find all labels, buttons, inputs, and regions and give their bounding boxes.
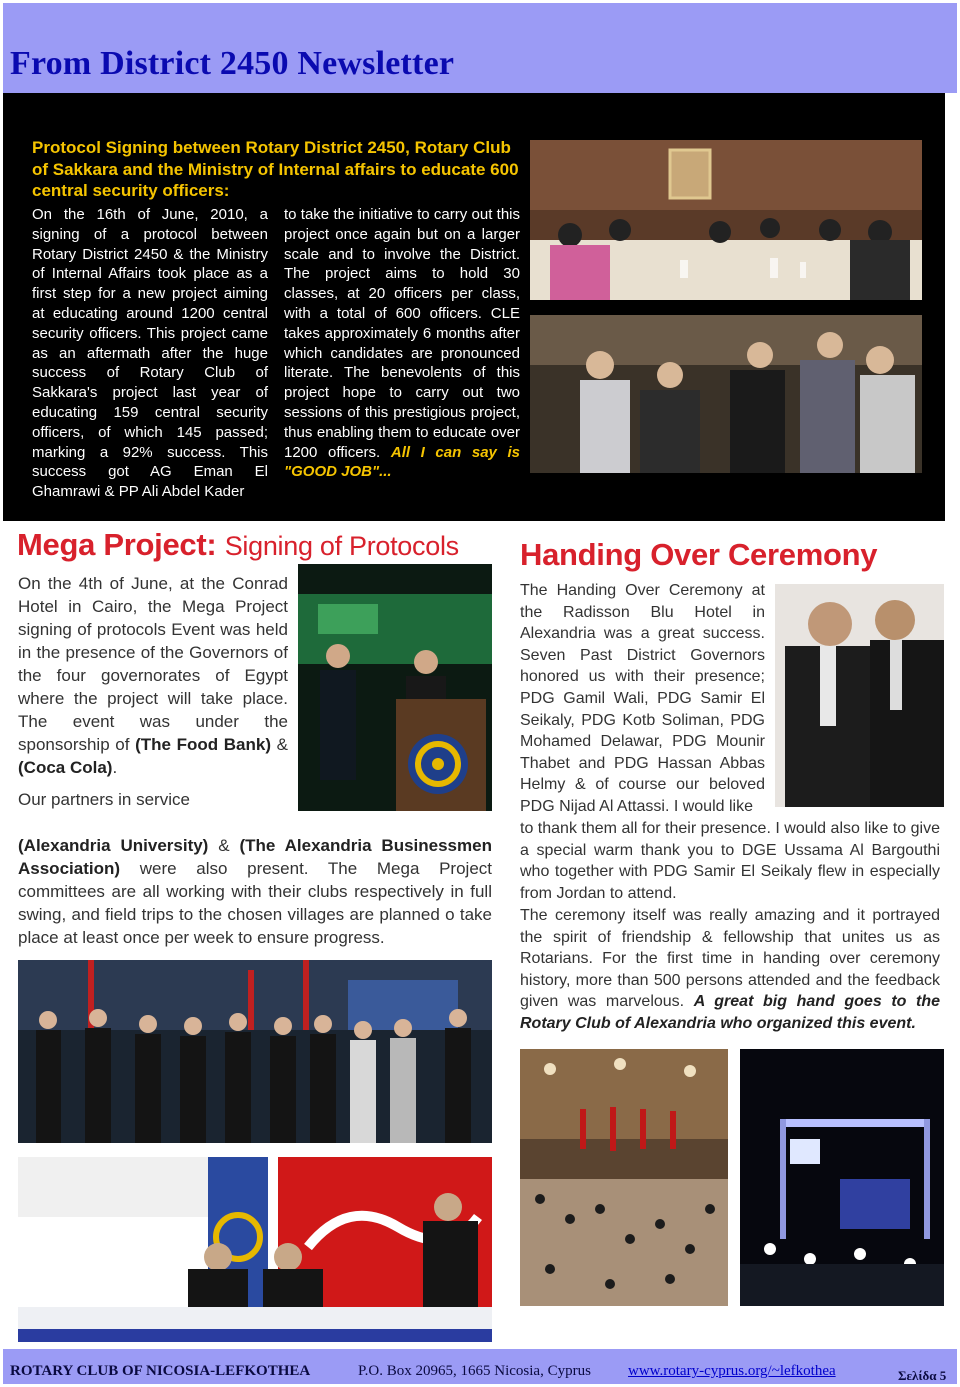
page-footer — [3, 1349, 957, 1384]
protocol-text-col2 — [284, 205, 520, 482]
handing-over-title: Handing Over Ceremony — [520, 537, 878, 572]
coca-cola-signing-photo — [18, 1157, 492, 1342]
partner-businessmen-association: (The Alexandria Businessmen Association) — [18, 836, 492, 878]
protocol-title: Protocol Signing between Rotary District 2450, Rotary Club of Sakkara and the Ministry of Internal affairs to educate 600 central security officers: — [32, 138, 519, 200]
outdoor-stage-photo — [740, 1049, 944, 1306]
newsletter-header — [3, 3, 957, 93]
governors-group-photo — [18, 960, 492, 1143]
conrad-podium-photo — [298, 564, 492, 811]
partner-alexandria-university: (Alexandria University) — [18, 836, 209, 855]
protocol-handshake-photo — [530, 315, 922, 473]
amp-2: & — [218, 836, 230, 855]
period-1: . — [112, 758, 118, 777]
mega-paragraph-1 — [18, 572, 288, 779]
sponsor-food-bank: (The Food Bank) — [135, 735, 271, 754]
mega-paragraph-2 — [18, 834, 492, 949]
amp-1: & — [276, 735, 288, 754]
handing-paragraph-2: to thank them all for their presence. I would also like to give a special warm thank you to DGE Ussama Al Bargouthi who together with PDG Samir El Seikaly flew in especially from Jordan to attend. — [520, 820, 940, 902]
protocol-text-col2-body: to take the initiative to carry out this project once again but on a larger scale and to involve the District. The project aims to hold 30 classes, at 20 officers per class, with a total of 600 officers. CLE takes approximately 6 months after which candidates are pronounced literate. The benevolents of this project hope to carry out two sessions of this prestigious project, thus enabling them to educate over 1200 officers. — [284, 206, 520, 461]
pin-ceremony-photo — [775, 584, 944, 807]
footer-address: P.O. Box 20965, 1665 Nicosia, Cyprus — [358, 1363, 591, 1379]
page-number: Σελίδα 5 — [898, 1368, 947, 1383]
protocol-text-col1: On the 16th of June, 2010, a signing of a protocol between Rotary District 2450 & the Ministry of Internal Affairs took place as a first step for a new project aiming at educating around 1200 central security officers. This project came as an aftermath after the huge success of Rotary Club of Sakkara's project last year of educating 159 central security officers, of which 145 passed; marking a 92% success. This success got AG Eman El Ghamrawi & PP Ali Abdel Kader — [32, 206, 268, 501]
handing-paragraph-3 — [520, 905, 940, 1035]
page-title: From District 2450 Newsletter — [10, 45, 455, 82]
mega-title-light: Signing of Protocols — [224, 531, 459, 561]
mega-para1-text: On the 4th of June, at the Conrad Hotel in Cairo, the Mega Project signing of protocols Event was held in the presence of the Governors of the four governorates of Egypt where the project will take place. The event was under the sponsorship of — [18, 574, 288, 754]
mega-para2-suffix: were also present. The Mega Project committees are all working with their clubs respectively in full swing, and field trips to the chosen villages are planned o take place at least once per week to ensure progress. — [18, 859, 492, 947]
mega-paragraph-2-start — [18, 788, 288, 811]
protocol-panel — [3, 93, 945, 521]
mega-para2-prefix: Our partners in service — [18, 790, 190, 809]
mega-title-bold: Mega Project: — [17, 527, 217, 562]
footer-club-name: ROTARY CLUB OF NICOSIA-LEFKOTHEA — [10, 1363, 311, 1379]
sponsor-coca-cola: (Coca Cola) — [18, 758, 113, 777]
protocol-signing-photo — [530, 140, 922, 300]
footer-website-link[interactable]: www.rotary-cyprus.org/~lefkothea — [628, 1363, 836, 1379]
handing-paragraph-1: The Handing Over Ceremony at the Radisson Blu Hotel in Alexandria was a great success. Seven Past District Governors honored us with their presence; PDG Gamil Wali, PDG Samir El Seikaly, PDG Kotb Soliman, PDG Mohamed Delawar, PDG Mounir Thabet and PDG Hassan Abbas Helmy & of course our beloved PDG Nijad Al Attassi. I would like — [520, 582, 765, 815]
mega-project-title — [17, 527, 459, 563]
ballroom-crowd-photo — [520, 1049, 728, 1306]
protocol-tagline: All I can say is "GOOD JOB"... — [284, 443, 521, 481]
handing-para3-text: The ceremony itself was really amazing and it portrayed the spirit of friendship & fellowship that unites us as Rotarians. For the first time in handing over ceremony history, more than 500 persons attended and the feedback given was marvelous. — [520, 907, 940, 1011]
handing-closing: A great big hand goes to the Rotary Club of Alexandria who organized this event. — [520, 993, 941, 1032]
